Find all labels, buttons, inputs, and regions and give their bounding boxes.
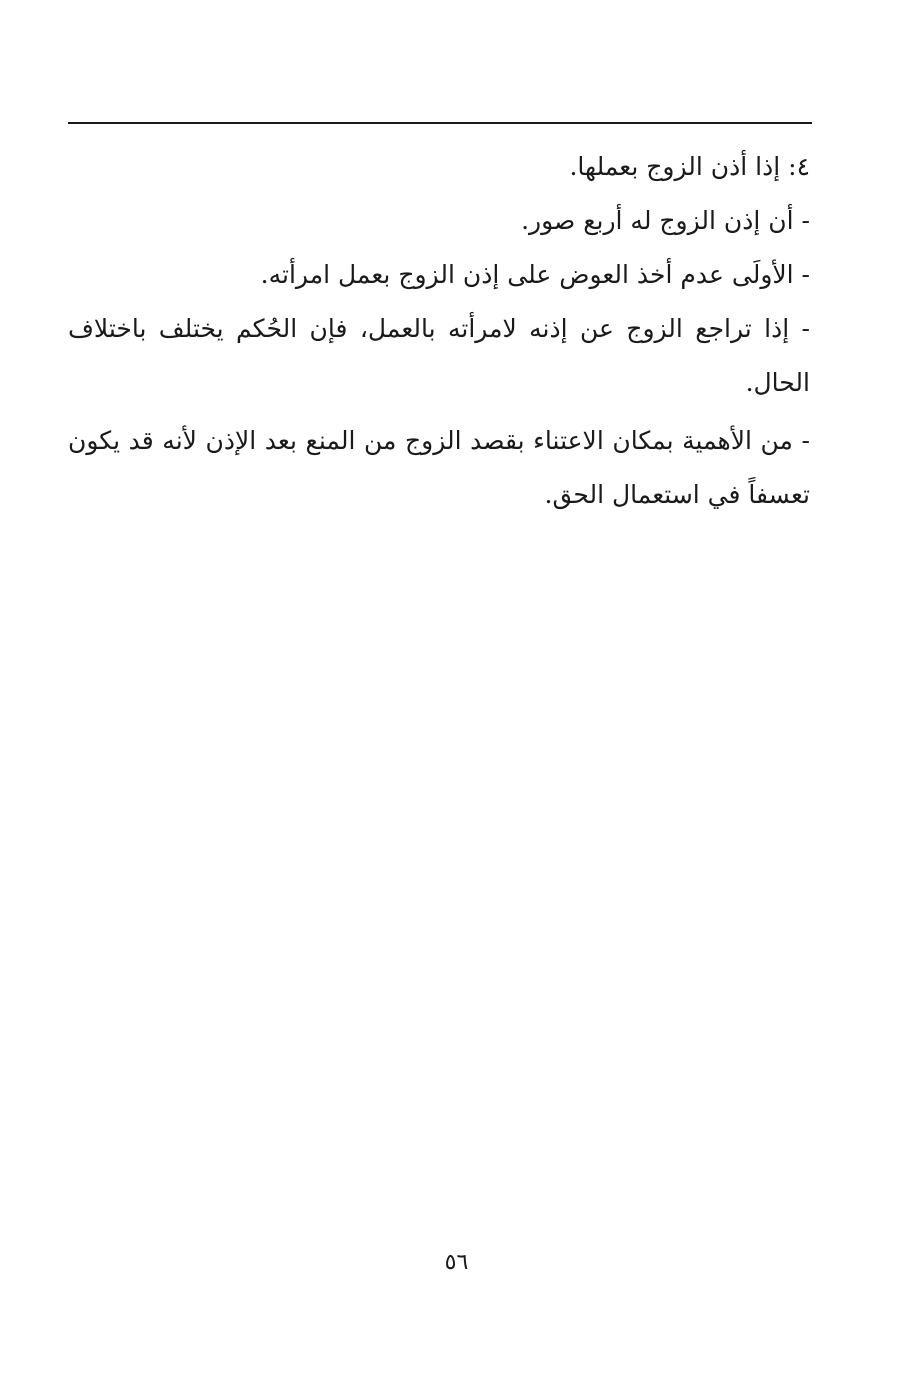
page-number: ٥٦: [444, 1250, 469, 1275]
numbered-heading: ٤: إذا أذن الزوج بعملها.: [569, 152, 810, 181]
bullet-paragraph-3: - إذا تراجع الزوج عن إذنه لامرأته بالعمل، فإن الحُكم يختلف باختلاف الحال.: [68, 314, 810, 397]
bullet-paragraph-1: - أن إذن الزوج له أربع صور.: [521, 206, 810, 235]
bullet-paragraph-2: - الأولَى عدم أخذ العوض على إذن الزوج بعمل امرأته.: [260, 260, 810, 289]
header-rule: [68, 122, 812, 124]
bullet-paragraph-4: - من الأهمية بمكان الاعتناء بقصد الزوج من المنع بعد الإذن لأنه قد يكون تعسفاً في استعمال الحق.: [68, 426, 810, 509]
page-body: [68, 140, 810, 522]
